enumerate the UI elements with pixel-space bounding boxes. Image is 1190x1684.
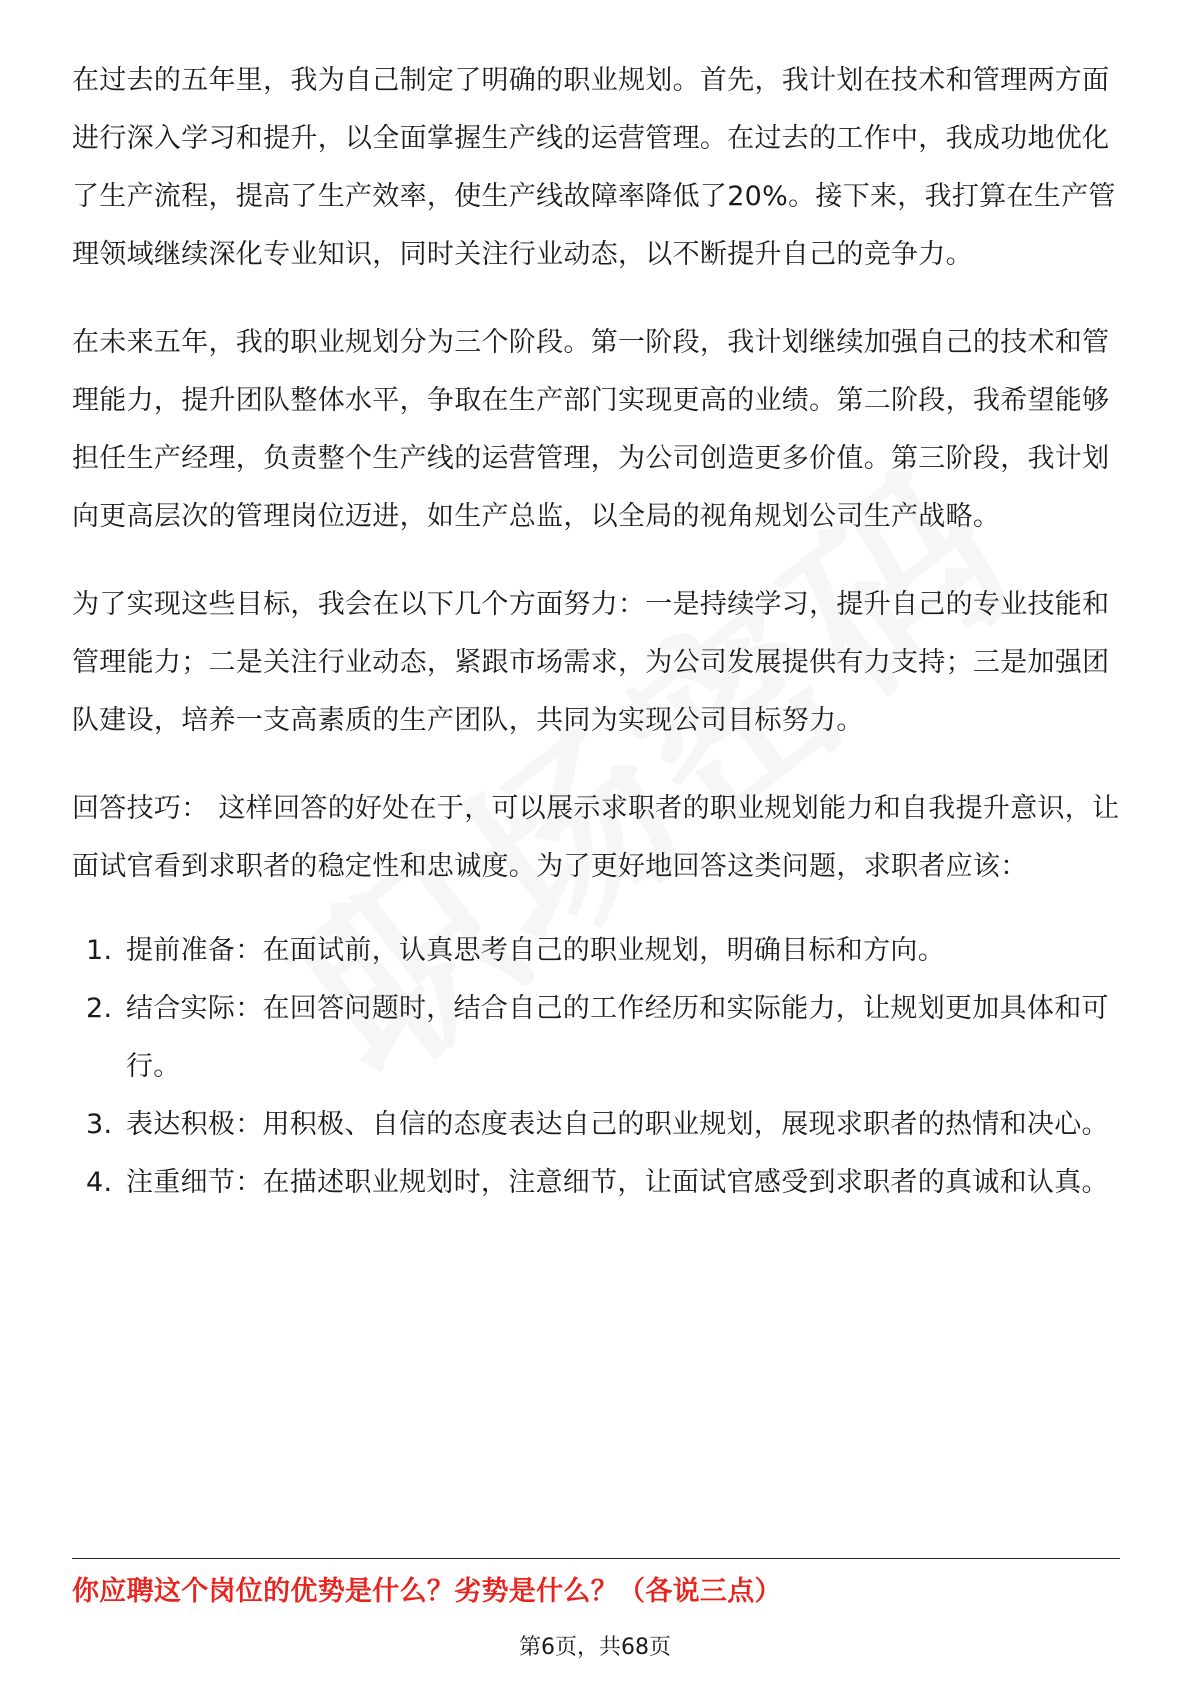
paragraph-efforts: 为了实现这些目标，我会在以下几个方面努力：一是持续学习，提升自己的专业技能和管理能力；二是关注行业动态，紧跟市场需求，为公司发展提供有力支持；三是加强团队建设，培养一支高素质的生产团队，共同为实现公司目标努力。 bbox=[72, 589, 1110, 736]
list-item-text: 结合实际：在回答问题时，结合自己的工作经历和实际能力，让规划更加具体和可行。 bbox=[126, 993, 1109, 1082]
section-divider bbox=[72, 1558, 1120, 1559]
tips-label: 回答技巧： bbox=[72, 793, 209, 824]
list-item-number: 2. bbox=[86, 993, 113, 1024]
list-item-text: 提前准备：在面试前，认真思考自己的职业规划，明确目标和方向。 bbox=[126, 935, 945, 966]
list-item-number: 1. bbox=[86, 935, 113, 966]
paragraph-answer-tips bbox=[72, 780, 1120, 896]
paragraph-past-plan: 在过去的五年里，我为自己制定了明确的职业规划。首先，我计划在技术和管理两方面进行深入学习和提升，以全面掌握生产线的运营管理。在过去的工作中，我成功地优化了生产流程，提高了生产效率，使生产线故障率降低了20%。接下来，我打算在生产管理领域继续深化专业知识，同时关注行业动态，以不断提升自己的竞争力。 bbox=[72, 65, 1116, 270]
list-item-text: 表达积极：用积极、自信的态度表达自己的职业规划，展现求职者的热情和决心。 bbox=[126, 1109, 1109, 1140]
tips-list bbox=[72, 922, 1120, 1212]
document-body bbox=[72, 52, 1120, 1212]
list-item-number: 3. bbox=[86, 1109, 113, 1140]
tips-text: 这样回答的好处在于，可以展示求职者的职业规划能力和自我提升意识，让面试官看到求职者的稳定性和忠诚度。为了更好地回答这类问题，求职者应该： bbox=[72, 793, 1120, 882]
next-question-heading: 你应聘这个岗位的优势是什么？劣势是什么？（各说三点） bbox=[72, 1576, 782, 1607]
page-number: 第6页，共68页 bbox=[519, 1635, 671, 1660]
list-item-number: 4. bbox=[86, 1167, 113, 1198]
list-item bbox=[72, 1154, 1120, 1212]
list-item bbox=[72, 980, 1120, 1096]
paragraph-future-plan: 在未来五年，我的职业规划分为三个阶段。第一阶段，我计划继续加强自己的技术和管理能力，提升团队整体水平，争取在生产部门实现更高的业绩。第二阶段，我希望能够担任生产经理，负责整个生产线的运营管理，为公司创造更多价值。第三阶段，我计划向更高层次的管理岗位迈进，如生产总监，以全局的视角规划公司生产战略。 bbox=[72, 327, 1110, 532]
list-item bbox=[72, 922, 1120, 980]
list-item bbox=[72, 1096, 1120, 1154]
list-item-text: 注重细节：在描述职业规划时，注意细节，让面试官感受到求职者的真诚和认真。 bbox=[126, 1167, 1109, 1198]
